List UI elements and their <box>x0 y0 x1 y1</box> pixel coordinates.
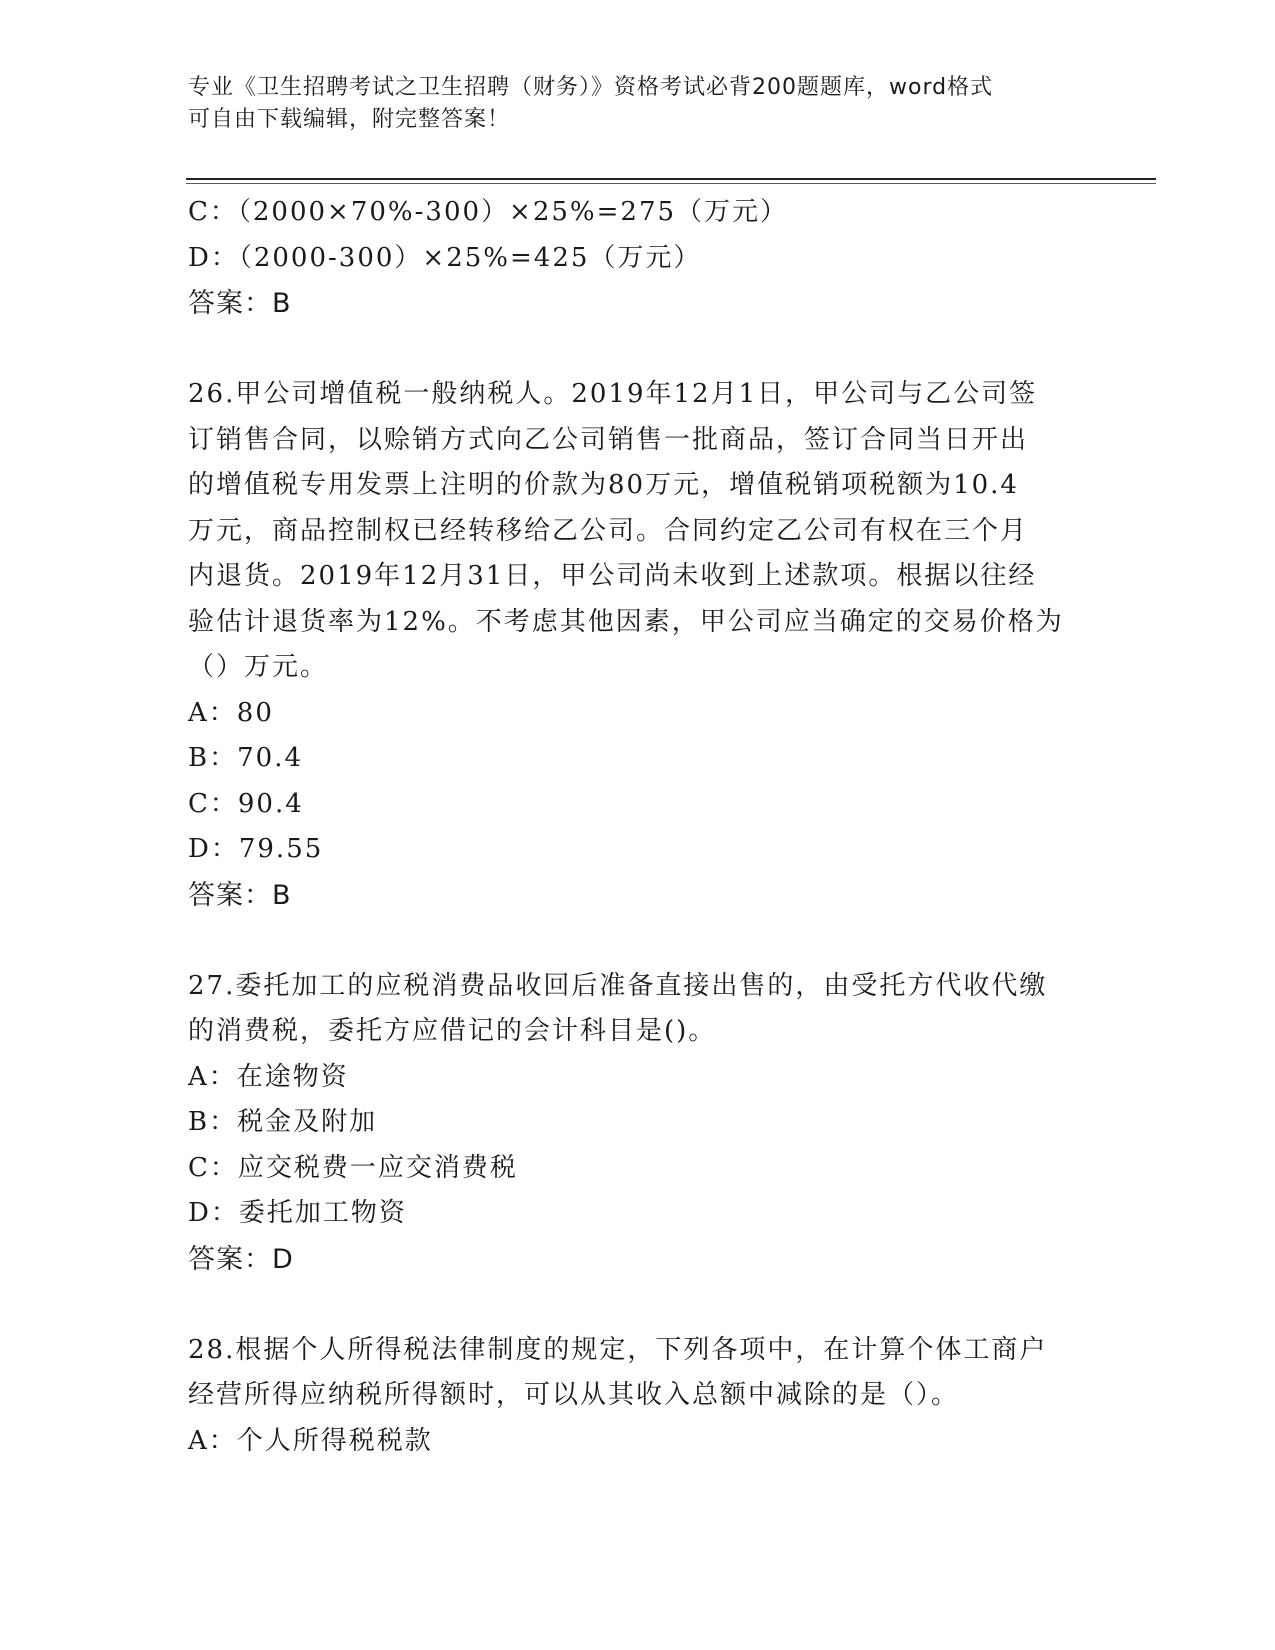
header-divider-thin <box>186 183 1156 184</box>
question-block-28 <box>188 1328 1088 1465</box>
question-stem-line: 订销售合同，以赊销方式向乙公司销售一批商品，签订合同当日开出 <box>188 424 1029 455</box>
answer-line: 答案：B <box>188 879 292 911</box>
answer-line: 答案：D <box>188 1243 294 1275</box>
option-b: B：70.4 <box>188 743 303 773</box>
option-d: D：79.55 <box>188 834 324 864</box>
option-a: A：个人所得税税款 <box>188 1425 433 1456</box>
question-stem-line: 内退货。2019年12月31日，甲公司尚未收到上述款项。根据以往经 <box>188 561 1037 591</box>
question-stem-line: （）万元。 <box>188 652 329 682</box>
option-d: D：委托加工物资 <box>188 1198 407 1228</box>
question-stem-line: 的增值税专用发票上注明的价款为80万元，增值税销项税额为10.4 <box>188 470 1019 500</box>
page-header <box>188 72 1068 136</box>
header-divider-thick <box>186 178 1156 180</box>
option-c: C：90.4 <box>188 788 304 819</box>
option-b: B：税金及附加 <box>188 1107 378 1137</box>
block-spacer <box>188 918 1088 964</box>
question-block-26 <box>188 372 1088 918</box>
answer-line: 答案：B <box>188 288 292 319</box>
header-title-line-1: 专业《卫生招聘考试之卫生招聘（财务）》资格考试必背200题题库，word格式 <box>188 75 994 100</box>
question-block-prev <box>188 190 1088 327</box>
question-stem-line: 验估计退货率为12%。不考虑其他因素，甲公司应当确定的交易价格为 <box>188 606 1064 637</box>
question-stem-line: 27.委托加工的应税消费品收回后准备直接出售的，由受托方代收代缴 <box>188 970 1048 1001</box>
question-block-27 <box>188 964 1088 1283</box>
block-spacer <box>188 1282 1088 1328</box>
question-stem-line: 的消费税，委托方应借记的会计科目是()。 <box>188 1016 717 1046</box>
option-d: D：（2000-300）×25%=425（万元） <box>188 242 702 273</box>
header-title-line-2: 可自由下载编辑，附完整答案！ <box>188 107 511 132</box>
question-content <box>188 190 1088 1464</box>
question-stem-line: 经营所得应纳税所得额时，可以从其收入总额中减除的是（）。 <box>188 1380 960 1410</box>
option-a: A：80 <box>188 697 274 728</box>
option-a: A：在途物资 <box>188 1061 349 1092</box>
question-stem-line: 28.根据个人所得税法律制度的规定，下列各项中，在计算个体工商户 <box>188 1334 1048 1365</box>
option-c: C：（2000×70%-300）×25%=275（万元） <box>188 197 789 227</box>
block-spacer <box>188 327 1088 373</box>
question-stem-line: 万元，商品控制权已经转移给乙公司。合同约定乙公司有权在三个月 <box>188 515 1029 546</box>
question-stem-line: 26.甲公司增值税一般纳税人。2019年12月1日，甲公司与乙公司签 <box>188 379 1038 409</box>
option-c: C：应交税费一应交消费税 <box>188 1152 518 1183</box>
